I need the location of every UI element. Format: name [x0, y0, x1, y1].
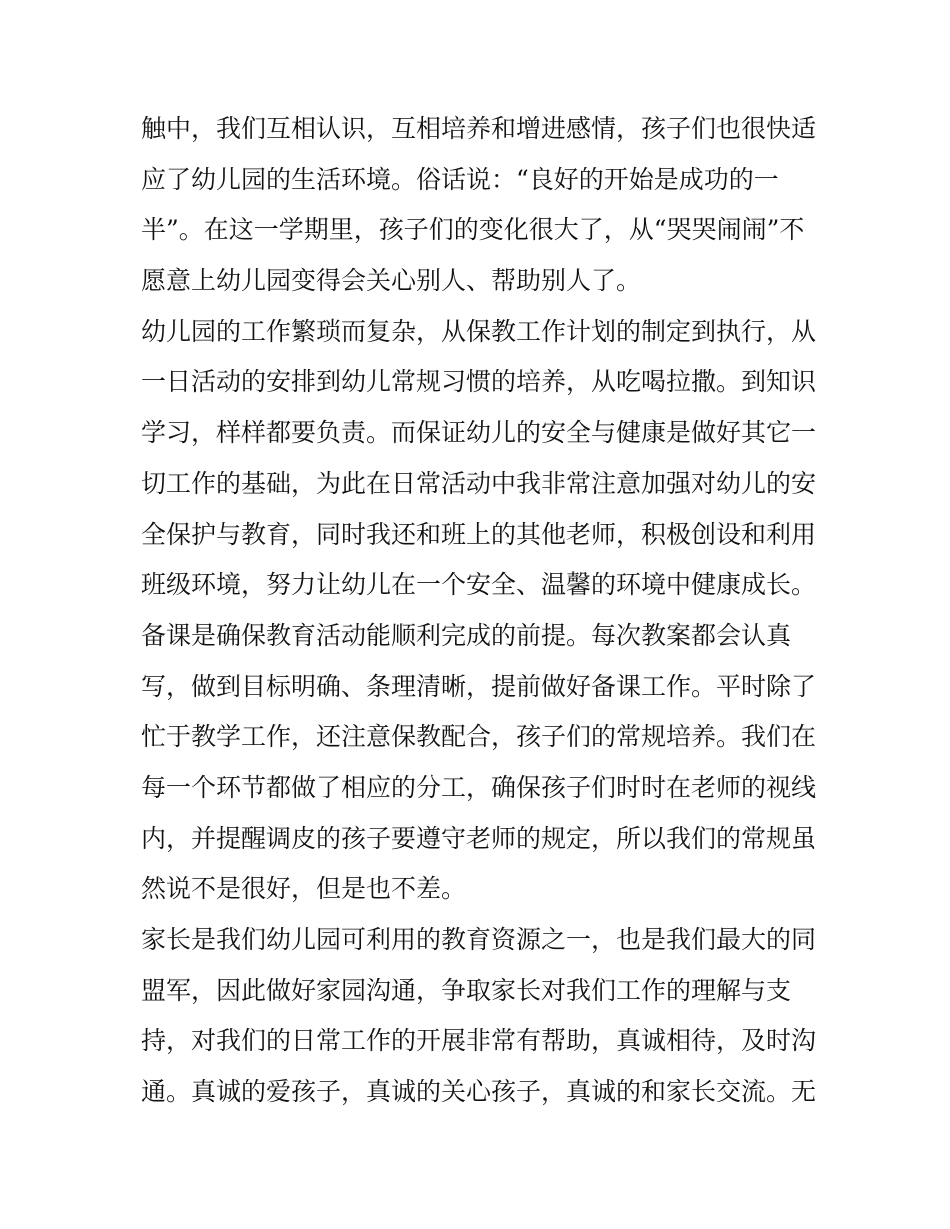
- body-text: [141, 104, 821, 1118]
- text-line-6: 一日活动的安排到幼儿常规习惯的培养，从吃喝拉撒。到知识: [141, 367, 817, 397]
- text-line-19: 持，对我们的日常工作的开展非常有帮助，真诚相待，及时沟: [141, 1026, 817, 1056]
- text-line-1: 触中，我们互相认识，互相培养和增进感情，孩子们也很快适: [141, 114, 817, 143]
- text-line-3: 半”。在这一学期里，孩子们的变化很大了，从“哭哭闹闹”不: [141, 215, 805, 245]
- text-line-11: 备课是确保教育活动能顺利完成的前提。每次教案都会认真: [141, 620, 792, 650]
- text-line-4: 愿意上幼儿园变得会关心别人、帮助别人了。: [141, 266, 642, 296]
- text-line-18: 盟军，因此做好家园沟通，争取家长对我们工作的理解与支: [141, 975, 792, 1005]
- text-line-9: 全保护与教育，同时我还和班上的其他老师，积极创设和利用: [141, 519, 817, 549]
- text-line-13: 忙于教学工作，还注意保教配合，孩子们的常规培养。我们在: [141, 722, 817, 752]
- text-line-5: 幼儿园的工作繁琐而复杂，从保教工作计划的制定到执行，从: [141, 316, 817, 346]
- text-line-17: 家长是我们幼儿园可利用的教育资源之一，也是我们最大的同: [141, 925, 817, 954]
- text-line-16: 然说不是很好，但是也不差。: [141, 874, 467, 904]
- text-line-8: 切工作的基础，为此在日常活动中我非常注意加强对幼儿的安: [141, 468, 817, 498]
- text-line-10: 班级环境，努力让幼儿在一个安全、温馨的环境中健康成长。: [141, 570, 817, 600]
- text-line-2: 应了幼儿园的生活环境。俗话说：“良好的开始是成功的一: [141, 164, 779, 194]
- text-line-12: 写，做到目标明确、条理清晰，提前做好备课工作。平时除了: [141, 671, 817, 701]
- text-line-15: 内，并提醒调皮的孩子要遵守老师的规定，所以我们的常规虽: [141, 823, 817, 853]
- text-line-7: 学习，样样都要负责。而保证幼儿的安全与健康是做好其它一: [141, 418, 817, 448]
- text-line-14: 每一个环节都做了相应的分工，确保孩子们时时在老师的视线: [141, 772, 817, 802]
- text-line-20: 通。真诚的爱孩子，真诚的关心孩子，真诚的和家长交流。无: [141, 1077, 817, 1107]
